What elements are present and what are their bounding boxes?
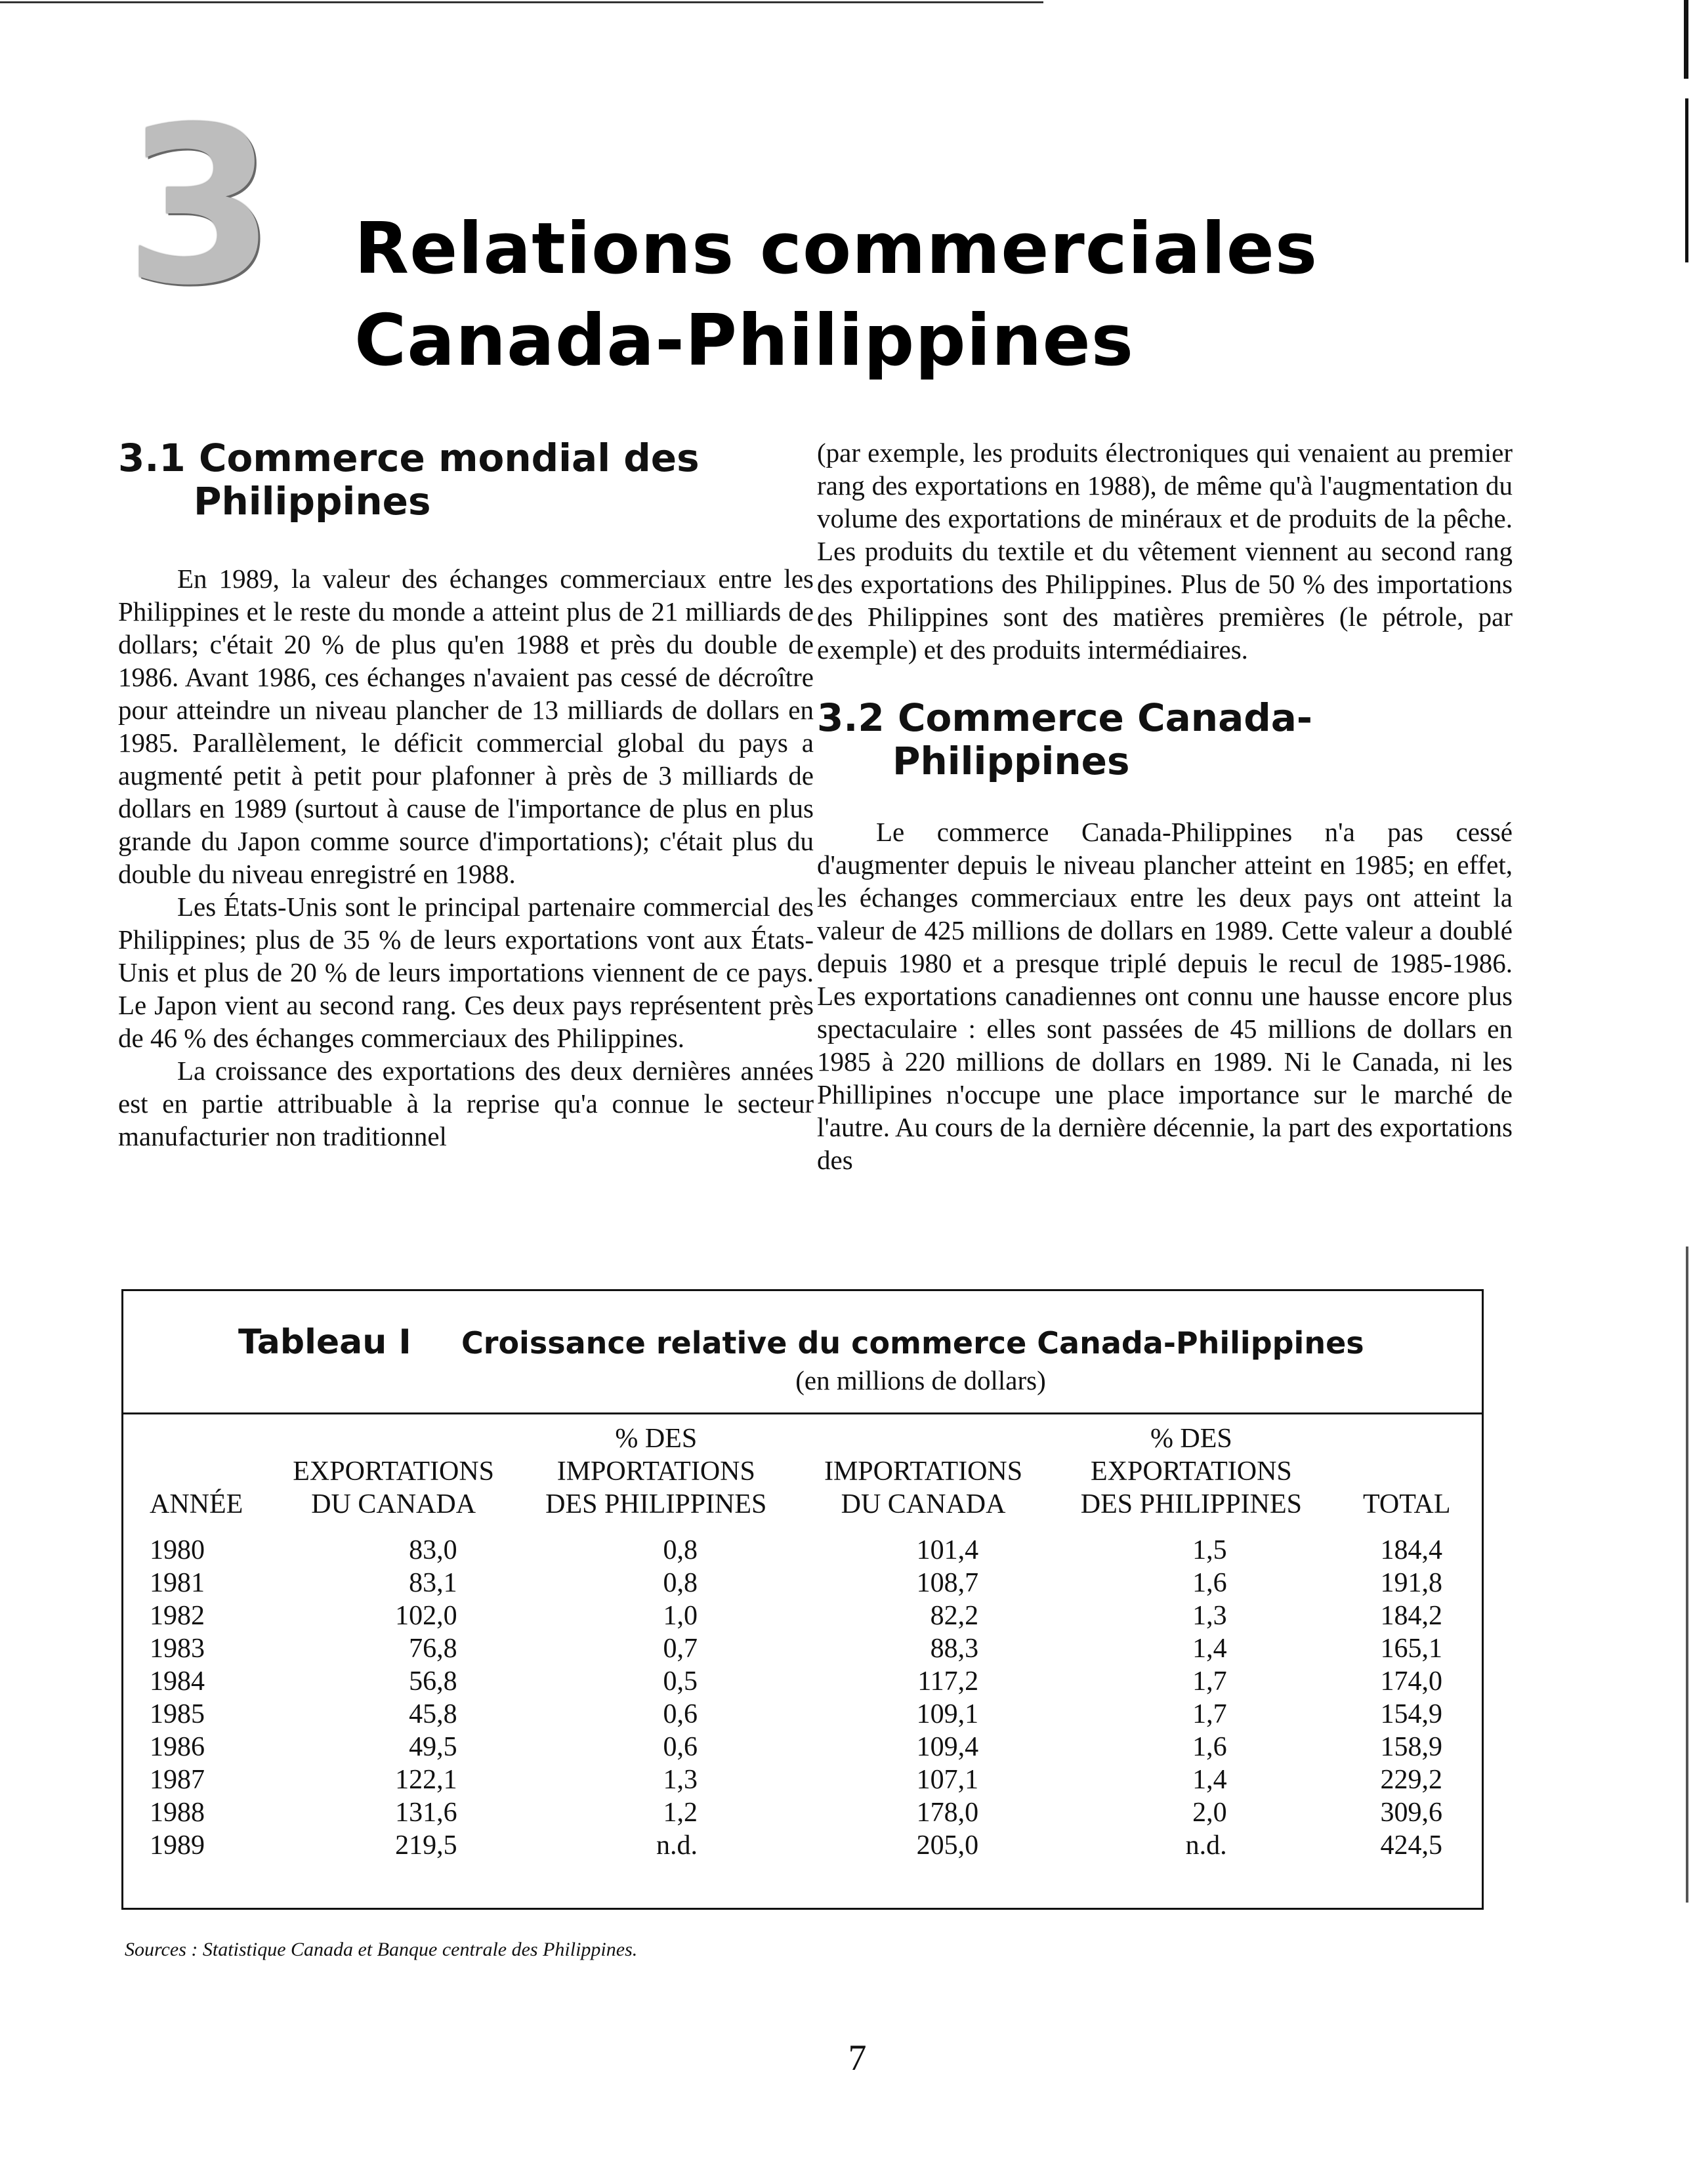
cell-pct-philippine-imports: 1,0 xyxy=(663,1601,698,1631)
cell-canada-exports: 49,5 xyxy=(409,1732,457,1762)
cell-year: 1988 xyxy=(150,1798,205,1828)
cell-pct-philippine-exports: 1,3 xyxy=(1192,1601,1227,1631)
chapter-title-line1: Relations commerciales xyxy=(354,208,1318,290)
cell-pct-philippine-imports: 1,2 xyxy=(663,1798,698,1828)
chapter-number: 3 xyxy=(125,81,276,333)
paragraph: En 1989, la valeur des échanges commerciaux entre les Philippines et le reste du monde a atteint plus de 21 milliards de dollars; c'était 20 % de plus qu'en 1988 et près du double de 1986. Avant 1986, ces échanges n'avaient pas cessé de décroître pour atteindre un niveau plancher de 13 milliards de dollars en 1985. Parallèlement, le déficit commercial global du pays a augmenté petit à petit pour plafonner à près de 3 milliards de dollars en 1989 (surtout à cause de l'importance de plus en plus grande du Japon comme source d'importations); c'était plus du double du niveau enregistré en 1988. xyxy=(118,564,814,889)
cell-year: 1987 xyxy=(150,1765,205,1795)
section-heading-line1: Commerce Canada- xyxy=(897,695,1312,740)
cell-total: 154,9 xyxy=(1380,1699,1442,1729)
chapter-title-line2: Canada-Philippines xyxy=(354,300,1135,382)
page-number: 7 xyxy=(848,2038,867,2078)
cell-canada-imports: 178,0 xyxy=(916,1798,979,1828)
column-header-canada-imports: IMPORTATIONS DU CANADA xyxy=(824,1456,1023,1519)
cell-total: 309,6 xyxy=(1380,1798,1442,1828)
column-header-year: ANNÉE xyxy=(150,1489,243,1519)
cell-pct-philippine-exports: 2,0 xyxy=(1192,1798,1227,1828)
cell-total: 229,2 xyxy=(1380,1765,1442,1795)
section-number: 3.2 xyxy=(817,695,885,740)
table-body xyxy=(136,1534,1482,1862)
cell-total: 158,9 xyxy=(1380,1732,1442,1762)
table-row xyxy=(136,1829,1482,1862)
paragraph: Les États-Unis sont le principal partenaire commercial des Philippines; plus de 35 % de leurs exportations vont aux États-Unis et plus de 20 % de leurs importations viennent de ce pays. Le Japon vient au second rang. Ces deux pays représentent près de 46 % des échanges commerciaux des Philippines. xyxy=(118,892,814,1053)
cell-year: 1985 xyxy=(150,1699,205,1729)
cell-pct-philippine-exports: 1,7 xyxy=(1192,1666,1227,1697)
cell-year: 1980 xyxy=(150,1535,205,1565)
right-column xyxy=(817,436,1513,1176)
paragraph-continuation: (par exemple, les produits électroniques qui venaient au premier rang des exportations en 1988), de même qu'à l'augmentation du volume des exportations de minéraux et de produits de la pêche. Les produits du textile et du vêtement viennent au second rang des exportations des Philippines. Plus de 50 % des importations des Philippines sont des matières premières (le pétrole, par exemple) et des produits intermédiaires. xyxy=(817,438,1513,665)
cell-canada-imports: 117,2 xyxy=(917,1666,979,1697)
table-row xyxy=(136,1731,1482,1763)
cell-total: 184,2 xyxy=(1380,1601,1442,1631)
section-heading-3-2 xyxy=(817,696,1513,783)
table-row xyxy=(136,1632,1482,1665)
cell-pct-philippine-imports: 0,6 xyxy=(663,1699,698,1729)
table-row xyxy=(136,1796,1482,1829)
column-header-total: TOTAL xyxy=(1363,1489,1451,1519)
cell-canada-exports: 56,8 xyxy=(409,1666,457,1697)
cell-total: 424,5 xyxy=(1380,1830,1442,1861)
cell-canada-imports: 107,1 xyxy=(916,1765,979,1795)
table-header-row xyxy=(136,1422,1482,1534)
cell-pct-philippine-exports: 1,6 xyxy=(1192,1732,1227,1762)
left-column xyxy=(118,436,814,1153)
cell-pct-philippine-imports: 0,6 xyxy=(663,1732,698,1762)
trade-table xyxy=(121,1289,1484,1910)
top-rule xyxy=(0,1,1043,3)
page-edge-mark xyxy=(1686,1247,1688,1903)
paragraph: La croissance des exportations des deux dernières années est en partie attribuable à la reprise qu'a connue le secteur manufacturier non traditionnel xyxy=(118,1056,814,1151)
cell-canada-exports: 83,0 xyxy=(409,1535,457,1565)
cell-year: 1984 xyxy=(150,1666,205,1697)
cell-year: 1986 xyxy=(150,1732,205,1762)
column-header-pct-philippine-exports: % DES EXPORTATIONS DES PHILIPPINES xyxy=(1080,1424,1302,1519)
table-caption: Croissance relative du commerce Canada-Philippines xyxy=(461,1325,1364,1361)
section-heading-line2: Philippines xyxy=(194,479,431,524)
table-row xyxy=(136,1763,1482,1796)
table-title-block xyxy=(123,1291,1482,1414)
cell-pct-philippine-exports: 1,4 xyxy=(1192,1634,1227,1664)
page-edge-mark xyxy=(1684,0,1688,79)
table-row xyxy=(136,1698,1482,1731)
sources-note: Sources : Statistique Canada et Banque centrale des Philippines. xyxy=(125,1939,638,1960)
column-header-pct-philippine-imports: % DES IMPORTATIONS DES PHILIPPINES xyxy=(545,1424,767,1519)
cell-pct-philippine-exports: 1,5 xyxy=(1192,1535,1227,1565)
section-heading-3-1 xyxy=(118,436,814,523)
data-table xyxy=(136,1422,1482,1862)
paragraph: Le commerce Canada-Philippines n'a pas cessé d'augmenter depuis le niveau plancher atteint en 1985; en effet, les échanges commerciaux entre les deux pays ont atteint la valeur de 425 millions de dollars en 1989. Cette valeur a doublé depuis 1980 et a presque triplé depuis le recul de 1985-1986. Les exportations canadiennes ont connu une hausse encore plus spectaculaire : elles sont passées de 45 millions de dollars en 1985 à 220 millions de dollars en 1989. Ni le Canada, ni les Phillipines n'occupe une place importance sur le marché de l'autre. Au cours de la dernière décennie, la part des exportations des xyxy=(817,817,1513,1175)
table-row xyxy=(136,1534,1482,1567)
cell-year: 1982 xyxy=(150,1601,205,1631)
chapter-title xyxy=(354,203,1601,387)
cell-total: 184,4 xyxy=(1380,1535,1442,1565)
cell-pct-philippine-imports: n.d. xyxy=(656,1830,698,1861)
cell-canada-imports: 109,4 xyxy=(916,1732,979,1762)
cell-pct-philippine-exports: 1,6 xyxy=(1192,1568,1227,1598)
cell-canada-exports: 131,6 xyxy=(395,1798,457,1828)
table-row xyxy=(136,1665,1482,1698)
cell-year: 1981 xyxy=(150,1568,205,1598)
page-edge-mark xyxy=(1685,98,1688,262)
cell-canada-exports: 76,8 xyxy=(409,1634,457,1664)
cell-canada-exports: 219,5 xyxy=(395,1830,457,1861)
table-row xyxy=(136,1599,1482,1632)
cell-total: 191,8 xyxy=(1380,1568,1442,1598)
cell-canada-imports: 88,3 xyxy=(930,1634,979,1664)
cell-total: 174,0 xyxy=(1380,1666,1442,1697)
cell-canada-imports: 109,1 xyxy=(916,1699,979,1729)
cell-canada-imports: 101,4 xyxy=(916,1535,979,1565)
cell-canada-exports: 83,1 xyxy=(409,1568,457,1598)
cell-total: 165,1 xyxy=(1380,1634,1442,1664)
table-subtitle: (en millions de dollars) xyxy=(795,1365,1046,1395)
cell-year: 1989 xyxy=(150,1830,205,1861)
cell-pct-philippine-imports: 0,7 xyxy=(663,1634,698,1664)
table-label: Tableau I xyxy=(238,1323,411,1362)
cell-pct-philippine-imports: 0,8 xyxy=(663,1568,698,1598)
column-header-canada-exports: EXPORTATIONS DU CANADA xyxy=(293,1456,495,1519)
cell-canada-imports: 82,2 xyxy=(930,1601,979,1631)
cell-canada-exports: 122,1 xyxy=(395,1765,457,1795)
cell-canada-imports: 108,7 xyxy=(916,1568,979,1598)
table-row xyxy=(136,1567,1482,1599)
section-heading-line1: Commerce mondial des xyxy=(198,436,700,480)
cell-canada-exports: 45,8 xyxy=(409,1699,457,1729)
cell-pct-philippine-exports: 1,4 xyxy=(1192,1765,1227,1795)
cell-pct-philippine-imports: 0,8 xyxy=(663,1535,698,1565)
cell-pct-philippine-imports: 0,5 xyxy=(663,1666,698,1697)
cell-pct-philippine-exports: 1,7 xyxy=(1192,1699,1227,1729)
cell-canada-imports: 205,0 xyxy=(916,1830,979,1861)
section-number: 3.1 xyxy=(118,436,186,480)
section-heading-line2: Philippines xyxy=(892,739,1130,783)
cell-canada-exports: 102,0 xyxy=(395,1601,457,1631)
cell-pct-philippine-exports: n.d. xyxy=(1185,1830,1227,1861)
cell-year: 1983 xyxy=(150,1634,205,1664)
cell-pct-philippine-imports: 1,3 xyxy=(663,1765,698,1795)
